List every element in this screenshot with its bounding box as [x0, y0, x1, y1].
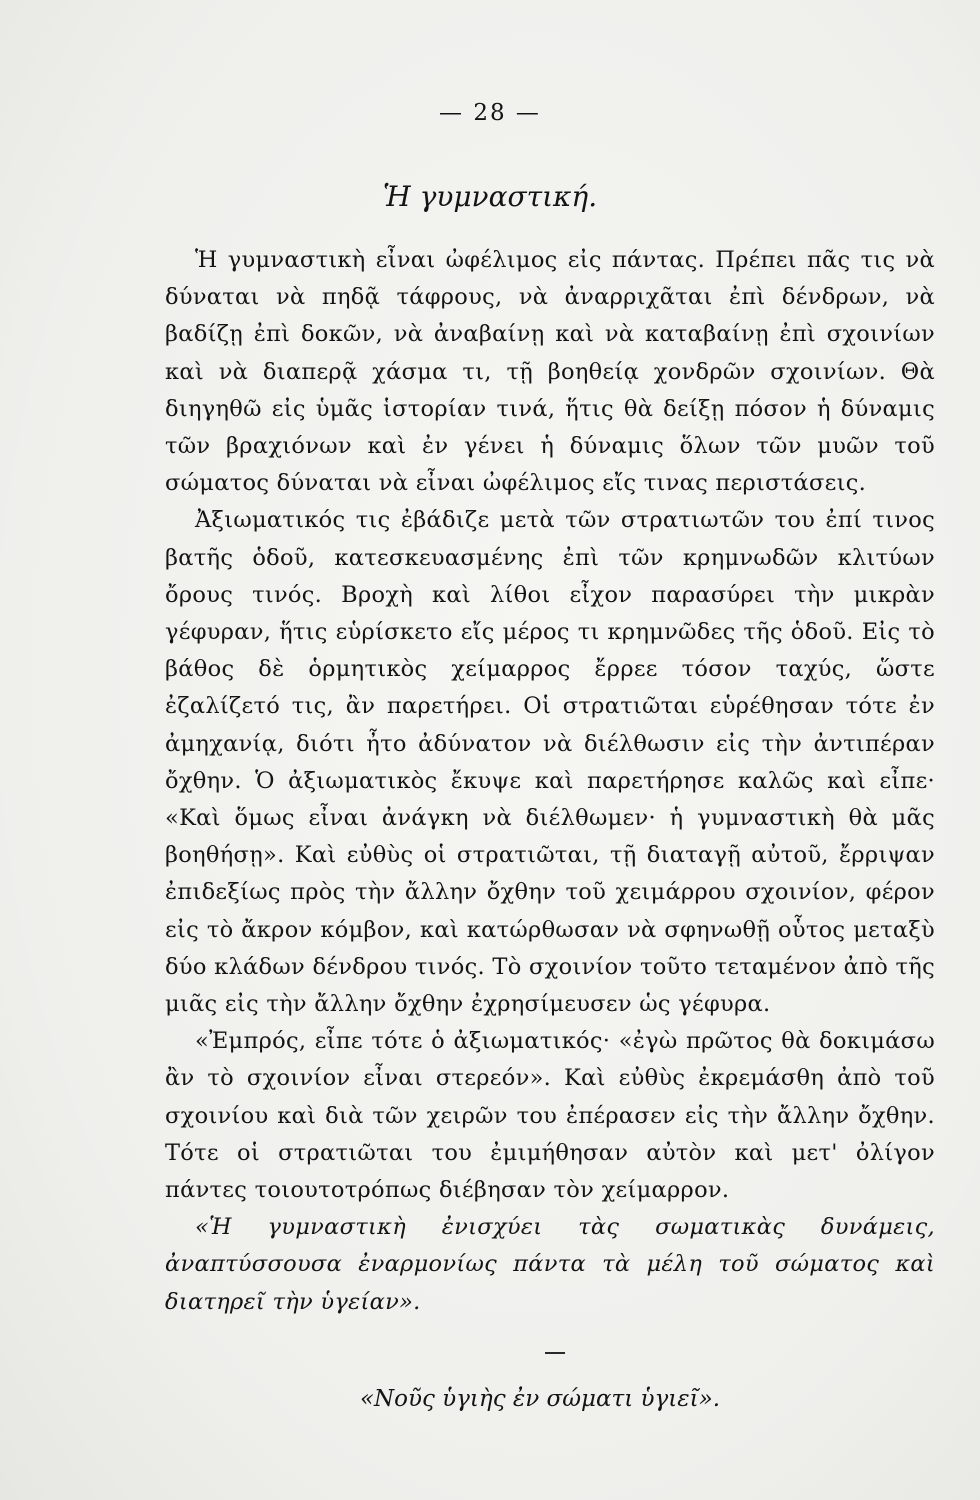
paragraph-moral: «Ἡ γυμναστικὴ ἐνισχύει τὰς σωματικὰς δυνάμεις, ἀναπτύσσουσα ἐναρμονίως πάντα τὰ μέλη τοῦ σώματος καὶ διατηρεῖ τὴν ὑγείαν». [165, 1214, 935, 1315]
paragraph-crossing: «Ἐμπρός, εἶπε τότε ὁ ἀξιωματικός· «ἐγὼ πρῶτος θὰ δοκιμάσω ἂν τὸ σχοινίον εἶναι στερεόν». Καὶ εὐθὺς ἐκρεμάσθη ἀπὸ τοῦ σχοινίου καὶ διὰ τῶν χειρῶν του ἐπέρασεν εἰς τὴν ἄλλην ὄχθην. Τότε οἱ στρατιῶται του ἐμιμήθησαν αὐτὸν καὶ μετ' ὀλίγον πάντες τοιουτοτρόπως διέβησαν τὸν χείμαρρον. [165, 1028, 935, 1204]
motto: «Νοῦς ὑγιὴς ἐν σώματι ὑγιεῖ». [359, 1386, 721, 1412]
paragraph-story: Ἀξιωματικός τις ἐβάδιζε μετὰ τῶν στρατιωτῶν του ἐπί τινος βατῆς ὁδοῦ, κατεσκευασμένης ἐπὶ τῶν κρημνωδῶν κλιτύων ὄρους τινός. Βροχὴ καὶ λίθοι εἶχον παρασύρει τὴν μικρὰν γέφυραν, ἥτις εὑρίσκετο εἴς μέρος τι κρημνῶδες τῆς ὁδοῦ. Εἰς τὸ βάθος δὲ ὁρμητικὸς χείμαρρος ἔρρεε τόσον ταχύς, ὥστε ἐζαλίζετό τις, ἂν παρετήρει. Οἱ στρατιῶται εὑρέθησαν τότε ἐν ἀμηχανίᾳ, διότι ἦτο ἀδύνατον νὰ διέλθωσιν εἰς τὴν ἀντιπέραν ὄχθην. Ὁ ἀξιωματικὸς ἔκυψε καὶ παρετήρησε καλῶς καὶ εἶπε· «Καὶ ὅμως εἶναι ἀνάγκη νὰ διέλθωμεν· ἡ γυμναστικὴ θὰ μᾶς βοηθήσῃ». Καὶ εὐθὺς οἱ στρατιῶται, τῇ διαταγῇ αὐτοῦ, ἔρριψαν ἐπιδεξίως πρὸς τὴν ἄλλην ὄχθην τοῦ χειμάρρου σχοινίον, φέρον εἰς τὸ ἄκρον κόμβον, καὶ κατώρθωσαν νὰ σφηνωθῇ οὗτος μεταξὺ δύο κλάδων δένδρου τινός. Τὸ σχοινίον τοῦτο τεταμένον ἀπὸ τῆς μιᾶς εἰς τὴν ἄλλην ὄχθην ἐχρησίμευσεν ὡς γέφυρα. [165, 507, 935, 1018]
body-text [165, 242, 935, 1321]
page-number: — 28 — [439, 100, 541, 126]
section-heading: Ἡ γυμναστική. [382, 180, 598, 213]
paragraph-intro: Ἡ γυμναστικὴ εἶναι ὠφέλιμος εἰς πάντας. Πρέπει πᾶς τις νὰ δύναται νὰ πηδᾷ τάφρους, νὰ ἀναρριχᾶται ἐπὶ δένδρων, νὰ βαδίζῃ ἐπὶ δοκῶν, νὰ ἀναβαίνῃ καὶ νὰ καταβαίνῃ ἐπὶ σχοινίων καὶ νὰ διαπερᾷ χάσμα τι, τῇ βοηθείᾳ χονδρῶν σχοινίων. Θὰ διηγηθῶ εἰς ὑμᾶς ἱστορίαν τινά, ἥτις θὰ δείξῃ πόσον ἡ δύναμις τῶν βραχιόνων καὶ ἐν γένει ἡ δύναμις ὅλων τῶν μυῶν τοῦ σώματος δύναται νὰ εἶναι ὠφέλιμος εἴς τινας περιστάσεις. [165, 247, 935, 497]
section-divider [545, 1352, 565, 1354]
